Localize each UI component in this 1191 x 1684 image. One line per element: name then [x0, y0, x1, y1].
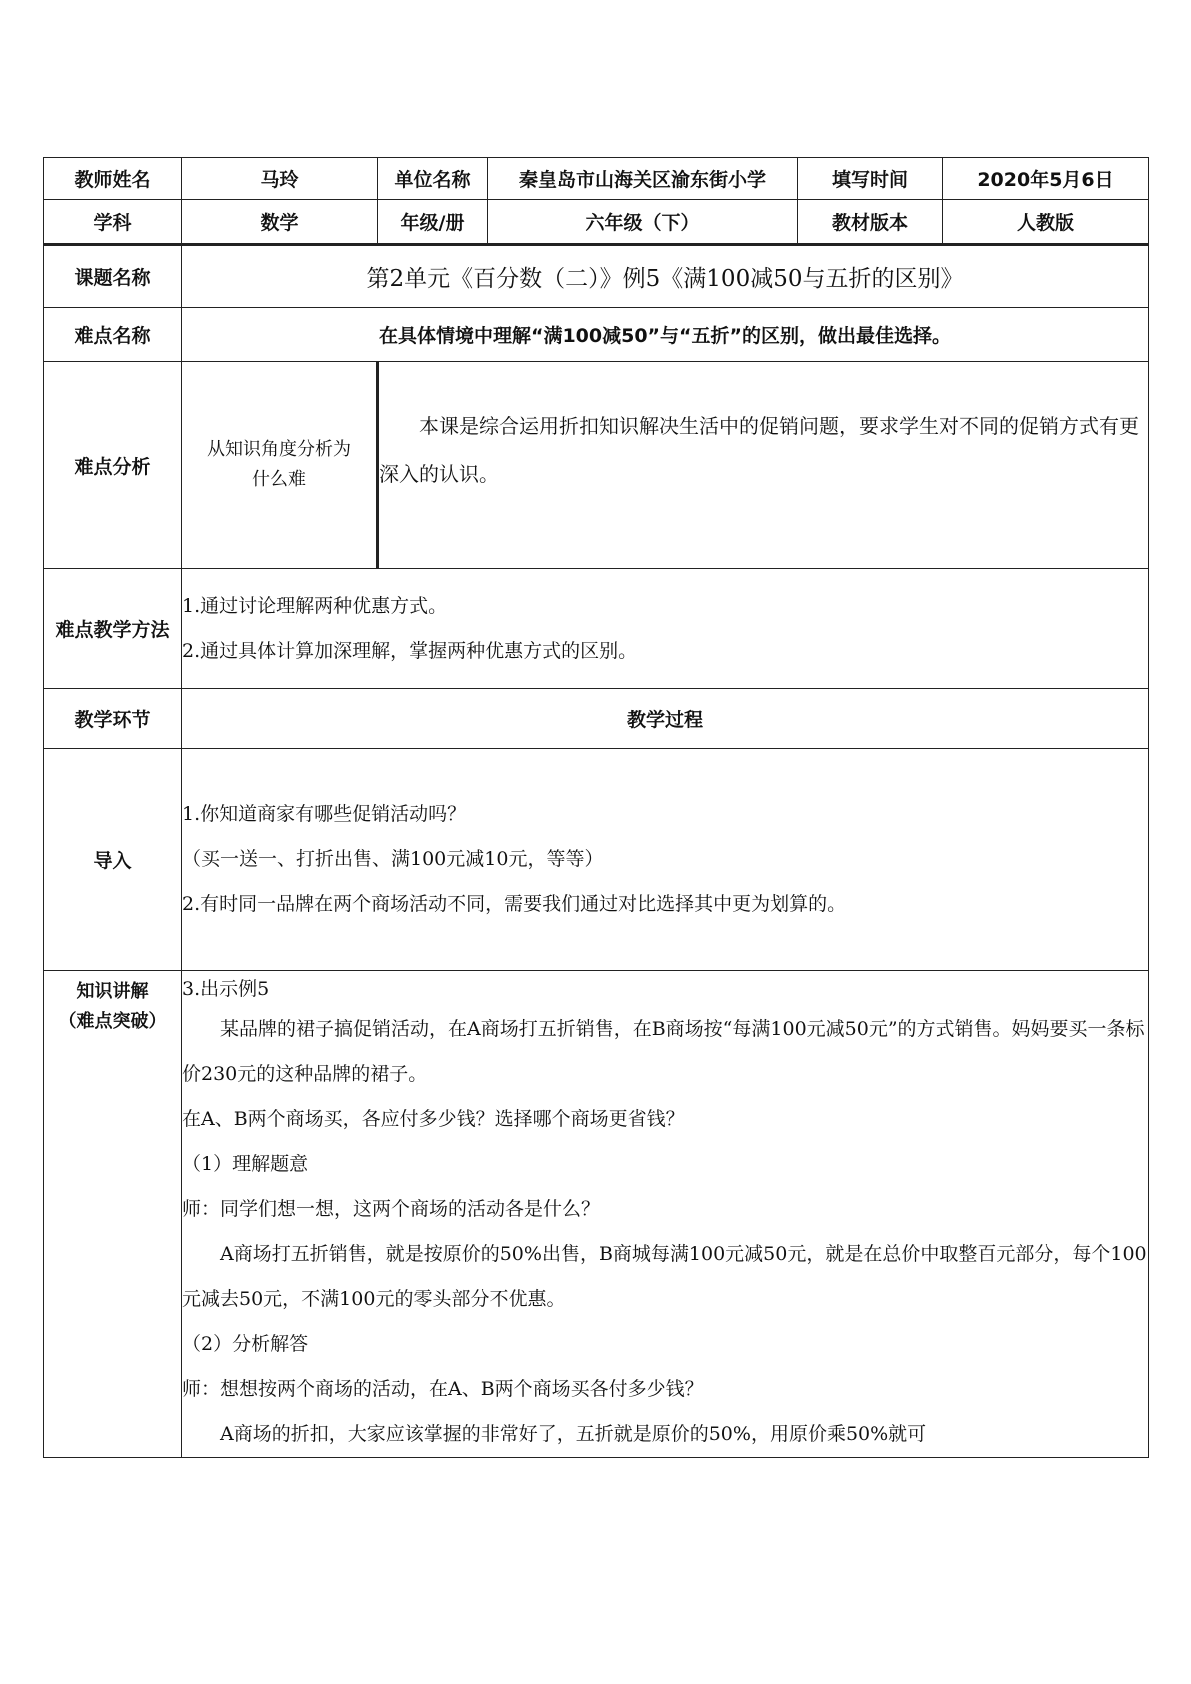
knowledge-cell — [182, 971, 1149, 1458]
difficulty-row — [44, 308, 1149, 362]
subject-label: 学科 — [44, 200, 182, 245]
analysis-text: 本课是综合运用折扣知识解决生活中的促销问题，要求学生对不同的促销方式有更深入的认识。 — [379, 414, 1139, 486]
knowledge-line-6: A商场打五折销售，就是按原价的50%出售，B商城每满100元减50元，就是在总价中取整百元部分，每个100元减去50元，不满100元的零头部分不优惠。 — [182, 1243, 1147, 1310]
intro-line-1: 1.你知道商家有哪些促销活动吗？ — [182, 803, 467, 825]
topic-row — [44, 245, 1149, 308]
knowledge-label: 知识讲解 — [76, 981, 149, 1002]
method-line-2: 2.通过具体计算加深理解，掌握两种优惠方式的区别。 — [182, 639, 638, 662]
knowledge-line-5: 师：同学们想一想，这两个商场的活动各是什么？ — [182, 1198, 601, 1220]
header-row-2 — [44, 200, 1149, 245]
topic-title: 第2单元《百分数（二）》例5《满100减50与五折的区别》 — [182, 245, 1149, 308]
knowledge-line-8: 师：想想按两个商场的活动，在A、B两个商场买各付多少钱？ — [182, 1378, 704, 1400]
method-label: 难点教学方法 — [44, 569, 182, 689]
teacher-label: 教师姓名 — [44, 158, 182, 200]
unit-label: 单位名称 — [378, 158, 488, 200]
analysis-label: 难点分析 — [44, 362, 182, 569]
header-row-1 — [44, 158, 1149, 200]
analysis-text-cell — [378, 362, 1149, 569]
knowledge-row — [44, 971, 1149, 1458]
method-cell — [182, 569, 1149, 689]
process-label: 教学过程 — [182, 689, 1149, 749]
intro-label: 导入 — [44, 749, 182, 971]
grade-label: 年级/册 — [378, 200, 488, 245]
stage-label: 教学环节 — [44, 689, 182, 749]
knowledge-label-cell — [44, 971, 182, 1458]
textbook-label: 教材版本 — [798, 200, 943, 245]
method-line-1: 1.通过讨论理解两种优惠方式。 — [182, 594, 448, 617]
knowledge-line-4: （1）理解题意 — [182, 1153, 309, 1175]
lesson-plan-table — [43, 157, 1149, 1458]
intro-row — [44, 749, 1149, 971]
knowledge-line-7: （2）分析解答 — [182, 1333, 309, 1355]
textbook-value: 人教版 — [943, 200, 1149, 245]
process-header-row — [44, 689, 1149, 749]
date-value: 2020年5月6日 — [943, 158, 1149, 200]
knowledge-line-1: 3.出示例5 — [182, 978, 270, 1000]
method-row — [44, 569, 1149, 689]
analysis-sub-label: 从知识角度分析为什么难 — [182, 362, 378, 569]
difficulty-label: 难点名称 — [44, 308, 182, 362]
knowledge-sub-label: （难点突破） — [58, 1011, 167, 1032]
subject-value: 数学 — [182, 200, 378, 245]
knowledge-line-9: A商场的折扣，大家应该掌握的非常好了，五折就是原价的50%，用原价乘50%就可 — [220, 1423, 927, 1445]
knowledge-line-3: 在A、B两个商场买，各应付多少钱？选择哪个商场更省钱？ — [182, 1108, 685, 1130]
difficulty-title: 在具体情境中理解“满100减50”与“五折”的区别，做出最佳选择。 — [182, 308, 1149, 362]
topic-label: 课题名称 — [44, 245, 182, 308]
unit-name: 秦皇岛市山海关区渝东街小学 — [488, 158, 798, 200]
intro-line-2: （买一送一、打折出售、满100元减10元，等等） — [182, 848, 604, 870]
grade-value: 六年级（下） — [488, 200, 798, 245]
intro-cell — [182, 749, 1149, 971]
date-label: 填写时间 — [798, 158, 943, 200]
analysis-row — [44, 362, 1149, 569]
intro-line-3: 2.有时同一品牌在两个商场活动不同，需要我们通过对比选择其中更为划算的。 — [182, 893, 847, 915]
knowledge-line-2: 某品牌的裙子搞促销活动，在A商场打五折销售，在B商场按“每满100元减50元”的方式销售。妈妈要买一条标价230元的这种品牌的裙子。 — [182, 1018, 1145, 1085]
teacher-name: 马玲 — [182, 158, 378, 200]
